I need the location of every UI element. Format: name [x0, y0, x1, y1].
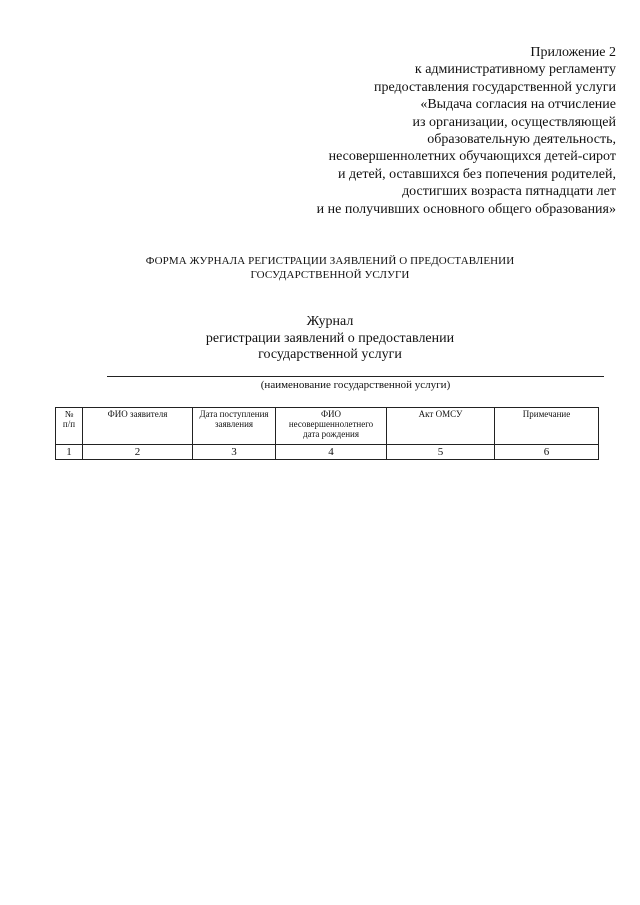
- service-name-caption: (наименование государственной услуги): [260, 379, 451, 391]
- journal-subtitle-line: регистрации заявлений о предоставлении: [205, 330, 455, 346]
- form-title-line: ФОРМА ЖУРНАЛА РЕГИСТРАЦИИ ЗАЯВЛЕНИЙ О ПРЕДОСТАВЛЕНИИ: [145, 255, 515, 267]
- journal-title: Журнал: [306, 314, 354, 329]
- appendix-line: «Выдача согласия на отчисление: [420, 97, 616, 113]
- appendix-line: Приложение 2: [530, 45, 616, 60]
- appendix-block: [196, 44, 616, 218]
- form-title: [60, 254, 600, 282]
- registration-table: [55, 407, 599, 460]
- column-header-minor: ФИО несовершеннолетнего дата рождения: [276, 408, 387, 445]
- appendix-line: и не получивших основного общего образования»: [316, 201, 616, 217]
- journal-subtitle-line: государственной услуги: [258, 347, 402, 362]
- appendix-line: достигших возраста пятнадцати лет: [402, 184, 616, 200]
- column-number-cell: 5: [387, 445, 495, 460]
- column-header-note: Примечание: [495, 408, 599, 445]
- appendix-line: образовательную деятельность,: [427, 132, 616, 148]
- appendix-line: несовершеннолетних обучающихся детей-сирот: [328, 149, 616, 165]
- form-title-line: ГОСУДАРСТВЕННОЙ УСЛУГИ: [250, 269, 410, 281]
- appendix-line: к административному регламенту: [414, 62, 616, 78]
- appendix-line: и детей, оставшихся без попечения родителей,: [338, 166, 616, 182]
- service-name-line: [107, 376, 604, 377]
- appendix-line: из организации, осуществляющей: [412, 114, 616, 130]
- column-header-date: Дата поступления заявления: [193, 408, 276, 445]
- appendix-line: предоставления государственной услуги: [374, 79, 616, 95]
- column-number-cell: 2: [83, 445, 193, 460]
- column-header-applicant: ФИО заявителя: [83, 408, 193, 445]
- column-header-number: № п/п: [56, 408, 83, 445]
- column-number-cell: 1: [56, 445, 83, 460]
- table-row: [56, 445, 599, 460]
- column-header-act: Акт ОМСУ: [387, 408, 495, 445]
- table-header-row: [56, 408, 599, 445]
- column-number-cell: 6: [495, 445, 599, 460]
- column-number-cell: 4: [276, 445, 387, 460]
- journal-heading: [60, 314, 600, 364]
- column-number-cell: 3: [193, 445, 276, 460]
